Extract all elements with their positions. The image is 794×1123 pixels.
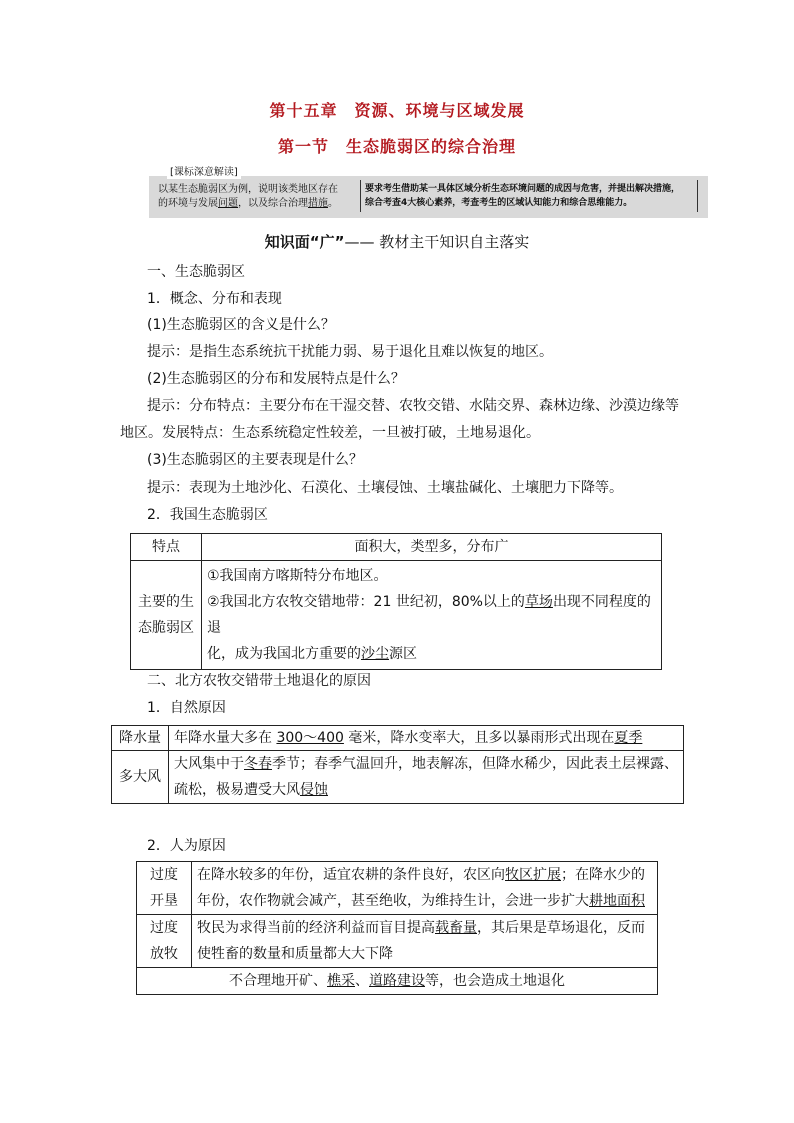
label-line: 过度 <box>150 867 178 883</box>
label-line: 放牧 <box>150 946 178 962</box>
table-cell-label: 降水量 <box>112 726 169 751</box>
underlined-text: 300～400 <box>276 730 344 746</box>
answer-3: 提示：表现为土地沙化、石漠化、土壤侵蚀、土壤盐碱化、土壤肥力下降等。 <box>147 480 623 496</box>
section-title: 第一节 生态脆弱区的综合治理 <box>277 137 516 156</box>
text-part: 出现不同程度的退 <box>207 594 651 636</box>
underlined-text: 冬春 <box>244 756 272 772</box>
table-cell-value: 面积大，类型多，分布广 <box>202 534 662 561</box>
table-cell-value <box>169 726 684 751</box>
underlined-text: 问题 <box>218 198 238 209</box>
text-part: 源区 <box>389 646 417 662</box>
label-line: 过度 <box>150 920 178 936</box>
text-part: 的环境与发展 <box>158 198 218 209</box>
natural-causes-table <box>111 725 684 804</box>
cell-line <box>207 589 656 641</box>
text-part: 季节；春季气温回升，地表解冻，但降水稀少，因此表土层裸露、 <box>272 756 678 772</box>
section1-heading: 一、生态脆弱区 <box>147 264 245 280</box>
cell-line <box>197 862 652 888</box>
text-part: 牧民为求得当前的经济利益而盲目提高 <box>197 920 435 936</box>
question-3: (3)生态脆弱区的主要表现是什么？ <box>147 452 363 468</box>
text-part: ，以及综合治理 <box>238 198 308 209</box>
table-cell-footer <box>137 968 658 995</box>
table-row <box>112 726 684 751</box>
underlined-text: 道路建设 <box>369 973 425 989</box>
text-part: 年份，农作物就会减产，甚至绝收，为维持生计，会进一步扩大 <box>197 893 589 909</box>
table-row <box>137 915 658 968</box>
text-part: ，其后果是草场退化，反而 <box>477 920 645 936</box>
standard-right-line2: 综合考查4大核心素养，考查考生的区域认知能力和综合思维能力。 <box>365 198 633 208</box>
underlined-text: 耕地面积 <box>589 893 645 909</box>
cell-line: 使牲畜的数量和质量都大大下降 <box>197 946 393 962</box>
question-1: (1)生态脆弱区的含义是什么？ <box>147 317 335 333</box>
standard-box-left-text <box>158 183 358 211</box>
table-row <box>137 862 658 915</box>
table-row <box>112 751 684 804</box>
cell-line: ①我国南方喀斯特分布地区。 <box>207 568 388 584</box>
chapter-title: 第十五章 资源、环境与区域发展 <box>269 101 525 120</box>
underlined-text: 草场 <box>524 594 553 610</box>
underlined-text: 牧区扩展 <box>505 867 561 883</box>
label-line: 主要的生 <box>138 594 194 610</box>
text-part: 。 <box>328 198 338 209</box>
cell-line <box>174 751 678 777</box>
table-cell-value <box>192 862 658 915</box>
underlined-text: 夏季 <box>614 730 643 746</box>
section2-sub1: 1．自然原因 <box>147 700 226 716</box>
question-2: (2)生态脆弱区的分布和发展特点是什么？ <box>147 371 405 387</box>
text-part: 等，也会造成土地退化 <box>425 973 565 989</box>
text-part: 化，成为我国北方重要的 <box>207 646 361 662</box>
section2-heading: 二、北方农牧交错带土地退化的原因 <box>147 673 371 689</box>
standard-right-line1: 要求考生借助某一具体区域分析生态环境问题的成因与危害，并提出解决措施， <box>365 184 681 194</box>
table-row <box>137 968 658 995</box>
standard-box-right-text <box>360 180 698 212</box>
section1-sub1: 1．概念、分布和表现 <box>147 291 282 307</box>
cell-line <box>197 915 652 941</box>
table-cell-label <box>131 561 202 670</box>
table-cell-value <box>202 561 662 670</box>
answer-1: 提示：是指生态系统抗干扰能力弱、易于退化且难以恢复的地区。 <box>147 344 553 360</box>
underlined-text: 侵蚀 <box>300 782 328 798</box>
underlined-text: 载畜量 <box>435 920 477 936</box>
standard-left-line1: 以某生态脆弱区为例，说明该类地区存在 <box>158 184 338 195</box>
table-cell-value <box>192 915 658 968</box>
table-cell-label: 特点 <box>131 534 202 561</box>
answer-2-line2: 地区。发展特点：生态系统稳定性较差，一旦被打破，土地易退化。 <box>120 425 540 441</box>
human-causes-table <box>136 861 658 995</box>
underlined-text: 樵采 <box>327 973 355 989</box>
table-cell-label <box>137 915 192 968</box>
section2-sub2: 2．人为原因 <box>147 838 226 854</box>
text-part: 、 <box>355 973 369 989</box>
knowledge-heading-bold: 知识面“广” <box>264 233 345 251</box>
standard-box-label: [课标深意解读] <box>167 166 241 179</box>
underlined-text: 措施 <box>308 198 328 209</box>
table-row <box>131 534 662 561</box>
table-cell-value <box>169 751 684 804</box>
text-part: 疏松，极易遭受大风 <box>174 782 300 798</box>
label-line: 开垦 <box>150 893 178 909</box>
cell-line <box>174 777 678 803</box>
knowledge-heading-rest: —— 教材主干知识自主落实 <box>344 233 530 251</box>
text-part: 大风集中于 <box>174 756 244 772</box>
text-part: 不合理地开矿、 <box>229 973 327 989</box>
standard-left-line2 <box>158 197 358 211</box>
table-row <box>131 561 662 670</box>
text-part: ；在降水少的 <box>561 867 645 883</box>
text-part: 在降水较多的年份，适宜农耕的条件良好，农区向 <box>197 867 505 883</box>
label-line: 态脆弱区 <box>138 620 194 636</box>
text-part: ②我国北方农牧交错地带：21 世纪初，80%以上的 <box>207 594 525 610</box>
text-part: 年降水量大多在 <box>174 730 277 746</box>
text-part: 毫米，降水变率大，且多以暴雨形式出现在 <box>343 730 615 746</box>
table-cell-label: 多大风 <box>112 751 169 804</box>
table-cell-label <box>137 862 192 915</box>
cell-line <box>207 641 656 667</box>
fragile-zone-table <box>130 533 662 670</box>
knowledge-heading <box>0 231 794 252</box>
underlined-text: 沙尘 <box>361 646 389 662</box>
cell-line <box>197 888 652 914</box>
answer-2-line1: 提示：分布特点：主要分布在干湿交替、农牧交错、水陆交界、森林边缘、沙漠边缘等 <box>147 398 679 414</box>
section1-sub2: 2．我国生态脆弱区 <box>147 507 268 523</box>
